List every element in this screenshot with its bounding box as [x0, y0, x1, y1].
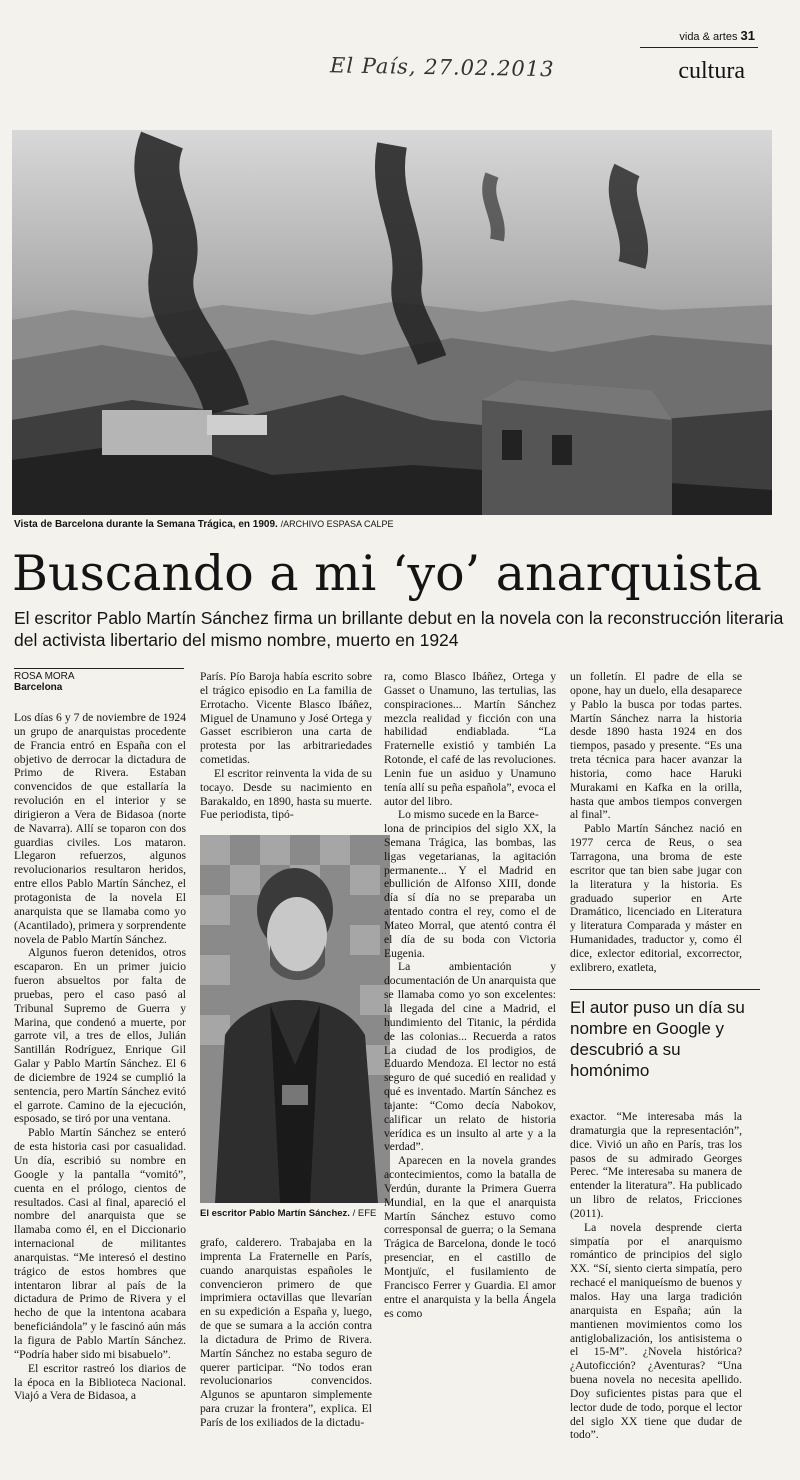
- portrait-caption-text: El escritor Pablo Martín Sánchez.: [200, 1208, 350, 1219]
- column-2-bottom: [200, 1236, 372, 1430]
- column-4-top: [570, 670, 742, 975]
- paragraph: exactor. “Me interesaba más la dramaturgia que la representación”, dice. Vivió un año en París, tras los pasos de su admirado Georges Perec. “Me interesaba su manera de entender la literatura”. Ha publicado un libro de relatos, Fricciones (2011).: [570, 1110, 742, 1220]
- byline-city: Barcelona: [14, 682, 63, 693]
- paragraph: El escritor reinventa la vida de su tocayo. Desde su nacimiento en Barakaldo, en 1890, hasta su muerte. Fue periodista, tipó-: [200, 766, 372, 822]
- paragraph: La novela desprende cierta simpatía por el anarquismo romántico de principios del siglo XX. “Sí, siento cierta simpatía, pero rechacé el maniqueísmo de buenos y malos. Hay una larga tradición anarquista en España; aún la mantienen movimientos como los antiglobalización, los antisistema o el 15-M”. ¿Novela histórica? ¿Autoficción? ¿Aventuras? “Una buena novela no necesita apellido. Doy suficientes pistas para que el lector dude de todo, porque el lector del siglo XX tiene que dudar de todo”.: [570, 1220, 742, 1442]
- author-portrait-illustration: [200, 835, 390, 1203]
- pull-quote-rule: [570, 989, 760, 990]
- paragraph: un folletín. El padre de ella se opone, hay un duelo, ella desaparece y Pablo la busca por todas partes. Martín Sánchez narra la historia desde 1890 hasta 1924 en dos tiempos, pasado y presente. “Es una treta técnica para hacer avanzar la historia, como hace Haruki Murakami en Kafka en la orilla, hasta que ambos tiempos convergen al final”.: [570, 670, 742, 822]
- paragraph: Lo mismo sucede en la Barce-: [398, 808, 539, 822]
- paragraph: Aparecen en la novela grandes acontecimientos, como la batalla de Verdún, durante la Primera Guerra Mundial, en la que el anarquista Martín Sánchez estuvo como corresponsal de guerra; o la Semana Trágica de Barcelona, donde le tocó presenciar, en el castillo de Montjuïc, el fusilamiento de Francisco Ferrer y Guardia. El amor entre el anarquista y la bella Ángela es como: [384, 1154, 556, 1320]
- paragraph: grafo, calderero. Trabajaba en la imprenta La Fraternelle en París, cuando anarquistas españoles le convencieron primero de que imprimiera octavillas que llevarían en su expedición a España y, luego, de que se sumara a la acción contra la dictadura de Primo de Rivera. Martín Sánchez no estaba seguro de querer participar. “No todos eran revolucionarios convencidos. Algunos se apuntaron simplemente para cruzar la frontera”, explica. El París de los exiliados de la dictadu-: [200, 1236, 372, 1429]
- column-3-top: [384, 670, 556, 822]
- column-3-main: [384, 822, 556, 1320]
- page-section-label: vida & artes: [679, 31, 738, 43]
- column-2-top: [200, 670, 372, 822]
- page-header: [640, 28, 755, 43]
- author-portrait: [200, 835, 390, 1203]
- photo-caption-text: Vista de Barcelona durante la Semana Trágica, en 1909.: [14, 519, 278, 530]
- barcelona-photo-illustration: [12, 130, 772, 515]
- paragraph: Los días 6 y 7 de noviembre de 1924 un grupo de anarquistas procedente de Francia entró en España con el objetivo de derrocar la dictadura de Primo de Rivera. Estaban convencidos de que estallaría la revolución en el interior y se dirigieron a Vera de Bidasoa (norte de Navarra). Allí se toparon con dos guardias civiles. Los mataron. Llegaron refuerzos, algunos revolucionarios resultaron heridos, entre ellos Pablo Martín Sánchez, el protagonista de la novela El anarquista que se llamaba como yo (Acantilado), primera y sorprendente novela de Pablo Martín Sánchez.: [14, 711, 186, 946]
- paragraph: Pablo Martín Sánchez se enteró de esta historia casi por casualidad. Un día, escribió su nombre en Google y la pantalla “vomitó”, cuenta en el prólogo, cientos de resultados. Casi al final, apareció el nombre del anarquista que se llamaba como él, en el Diccionario internacional de militantes anarquistas. “Me interesó el destino trágico de estos hombres que intentaron librar al país de la dictadura de Primo de Rivera y el hecho de que la intentona acabara beneficiándola” y le fascinó aún más la figura de Pablo Martín Sánchez. “Podría haber sido mi bisabuelo”.: [14, 1126, 186, 1361]
- barcelona-photo: [12, 130, 772, 515]
- header-rule: [640, 47, 758, 48]
- paragraph: ra, como Blasco Ibáñez, Ortega y Gasset o Unamuno, las tertulias, las conspiraciones... Martín Sánchez mezcla realidad y ficción con una habilidad endiablada. “La Fraternelle existió y también La Rotonde, el café de las revoluciones. Lenin fue un asiduo y Unamuno tenía allí su peña española”, evoca el autor del libro.: [384, 670, 556, 808]
- column-1: [14, 711, 186, 1403]
- page-number: 31: [740, 28, 755, 43]
- section-title: cultura: [678, 58, 745, 84]
- handwritten-date: El País, 27.02.2013: [329, 53, 555, 82]
- byline-rule: [14, 668, 184, 669]
- portrait-caption: [200, 1208, 400, 1219]
- byline-author: ROSA MORA: [14, 671, 75, 682]
- paragraph: Pablo Martín Sánchez nació en 1977 cerca de Reus, o sea Tarragona, una broma de este escritor que tan bien sabe jugar con la literatura y la historia. Es graduado superior en Arte Dramático, licenciado en Literatura y literatura Comparada y máster en Humanidades, traductor y, como él dice, exlector editorial, excorrector, exlibrero, exatleta,: [570, 822, 742, 974]
- pull-quote: El autor puso un día su nombre en Google y descubrió a su homónimo: [570, 998, 745, 1080]
- byline: [14, 671, 184, 693]
- photo-caption: [14, 519, 774, 530]
- column-4-bottom: [570, 1110, 742, 1442]
- paragraph: París. Pío Baroja había escrito sobre el trágico episodio en La familia de Errotacho. Vicente Blasco Ibáñez, Miguel de Unamuno y José Ortega y Gasset escribieron una carta de protesta por las arbitrariedades cometidas.: [200, 670, 372, 767]
- photo-credit: /ARCHIVO ESPASA CALPE: [280, 519, 394, 529]
- deck: El escritor Pablo Martín Sánchez firma un brillante debut en la novela con la reconstrucción literaria del activista libertario del mismo nombre, muerto en 1924: [14, 608, 784, 650]
- paragraph: Algunos fueron detenidos, otros escaparon. En un primer juicio fueron absueltos por falta de pruebas, pero el caso pasó al Tribunal Supremo de Guerra y Marina, que condenó a muerte, por garrote vil, a tres de ellos, Julián Santillán Rodríguez, Enrique Gil Galar y Pablo Martín Sánchez. El 6 de diciembre de 1924 se cumplió la sentencia, pero Martín Sánchez evitó el garrote. Camino de la ejecución, esposado, se tiró por una ventana.: [14, 946, 186, 1126]
- paragraph: La ambientación y documentación de Un anarquista que se llamaba como yo son excelentes: la llegada del cine a Madrid, el hundimiento del Titanic, la pérdida de las colonias... Recuerda a ratos La ciudad de los prodigios, de Eduardo Mendoza. El lector no está seguro de qué sucedió en realidad y qué es inventado. Martín Sánchez es tajante: “Como decía Nabokov, calificar un relato de historia verídica es un insulto al arte y a la verdad”.: [384, 960, 556, 1154]
- portrait-credit: / EFE: [352, 1208, 377, 1219]
- headline: Buscando a mi ‘yo’ anarquista: [12, 545, 762, 602]
- paragraph: lona de principios del siglo XX, la Semana Trágica, las bombas, las ligas vegetarianas, la agitación permanente... Y el Madrid en ebullición de Alfonso XIII, donde día sí día no se preparaba un atentado contra el rey, como el de Mateo Morral, que atentó contra él el día de su boda con Victoria Eugenia.: [384, 822, 556, 960]
- paragraph: El escritor rastreó los diarios de la época en la Biblioteca Nacional. Viajó a Vera de Bidasoa, a: [14, 1361, 186, 1403]
